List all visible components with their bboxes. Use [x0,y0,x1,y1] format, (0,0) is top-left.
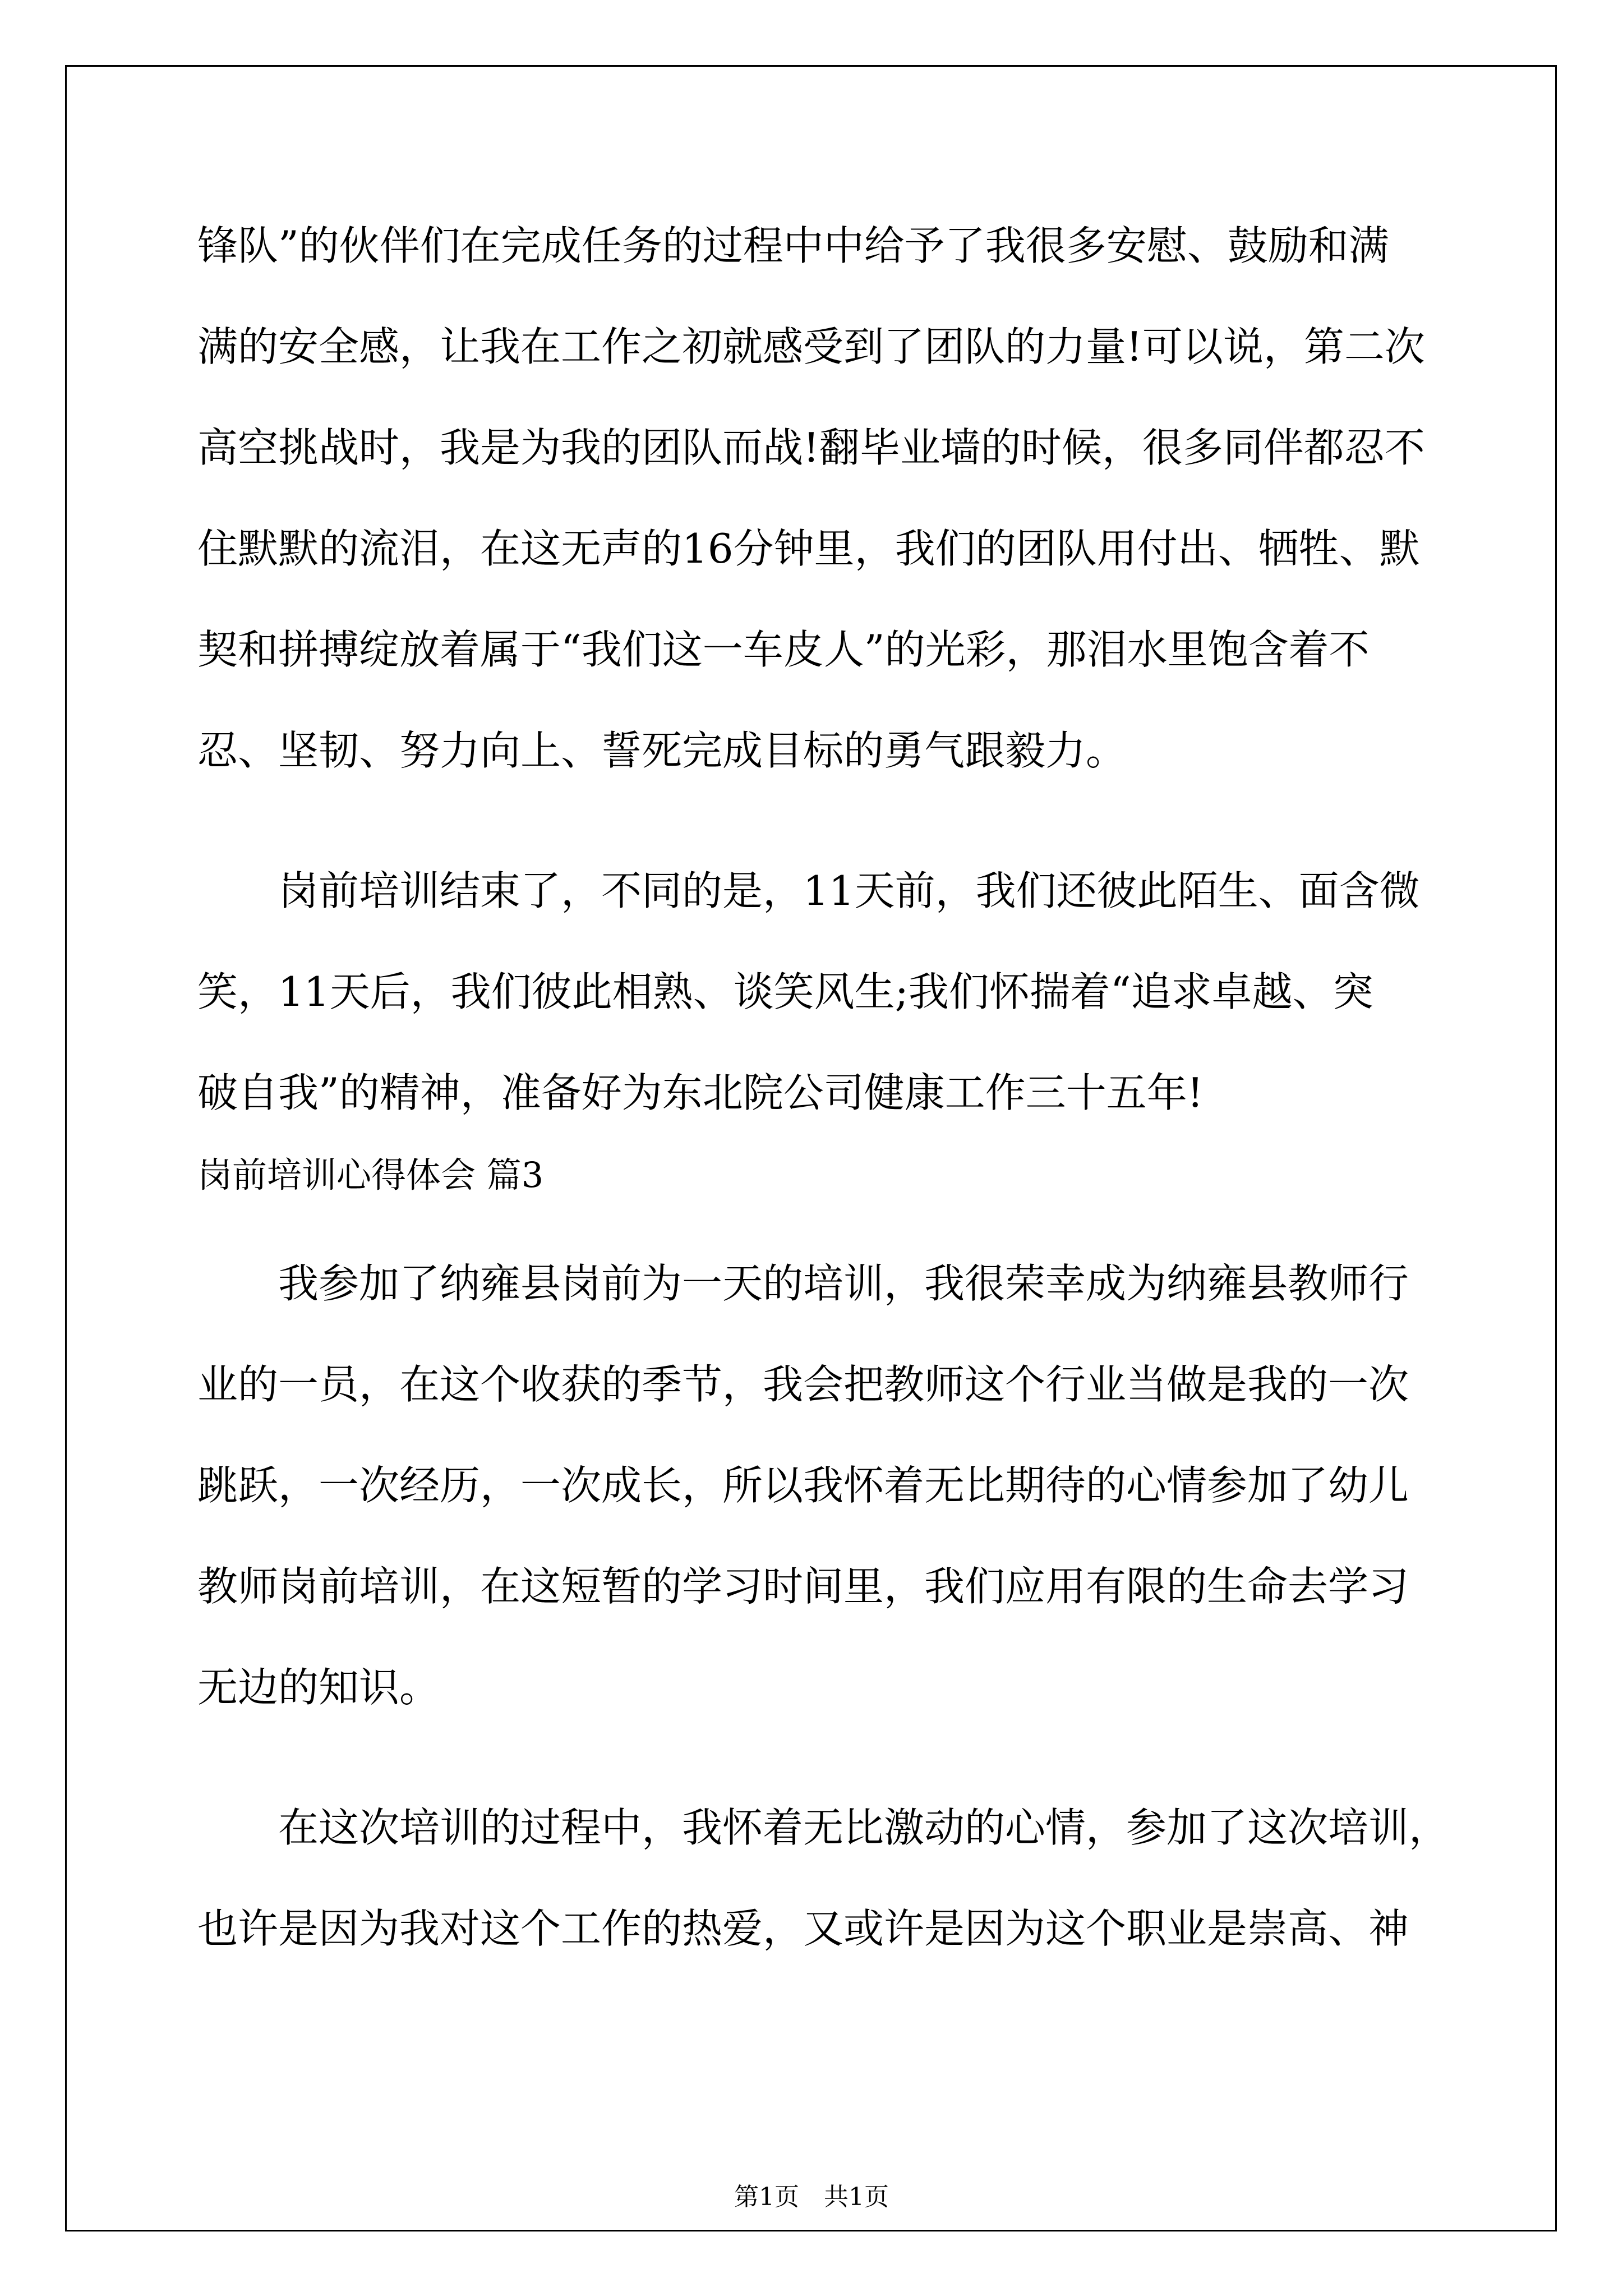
text-line: 业的一员，在这个收获的季节，我会把教师这个行业当做是我的一次 [197,1361,1409,1408]
page-footer: 第1页 共1页 [734,2183,889,2211]
text-line: 教师岗前培训，在这短暂的学习时间里，我们应用有限的生命去学习 [197,1563,1409,1610]
text-line: 满的安全感，让我在工作之初就感受到了团队的力量!可以说，第二次 [197,323,1425,370]
text-line: 破自我”的精神，准备好为东北院公司健康工作三十五年! [197,1069,1204,1116]
text-line: 跳跃，一次经历，一次成长，所以我怀着无比期待的心情参加了幼儿 [197,1462,1409,1509]
paragraph-first-line: 岗前培训结束了，不同的是，11天前，我们还彼此陌生、面含微 [278,867,1420,914]
paragraph-first-line: 我参加了纳雍县岗前为一天的培训，我很荣幸成为纳雍县教师行 [278,1260,1409,1307]
text-line: 也许是因为我对这个工作的热爱，又或许是因为这个职业是崇高、神 [197,1905,1409,1952]
text-line: 锋队”的伙伴们在完成任务的过程中中给予了我很多安慰、鼓励和满 [197,222,1389,269]
text-line: 笑，11天后，我们彼此相熟、谈笑风生;我们怀揣着“追求卓越、突 [197,968,1373,1015]
text-line: 无边的知识。 [197,1664,440,1711]
text-line: 忍、坚韧、努力向上、誓死完成目标的勇气跟毅力。 [197,727,1127,774]
text-line: 住默默的流泪，在这无声的16分钟里，我们的团队用付出、牺牲、默 [197,525,1420,572]
text-line: 高空挑战时，我是为我的团队而战!翻毕业墙的时候，很多同伴都忍不 [197,424,1425,471]
paragraph-first-line: 在这次培训的过程中，我怀着无比激动的心情，参加了这次培训， [278,1804,1450,1851]
section-heading: 岗前培训心得体会 篇3 [197,1154,544,1195]
text-line: 契和拼搏绽放着属于“我们这一车皮人”的光彩，那泪水里饱含着不 [197,626,1370,673]
